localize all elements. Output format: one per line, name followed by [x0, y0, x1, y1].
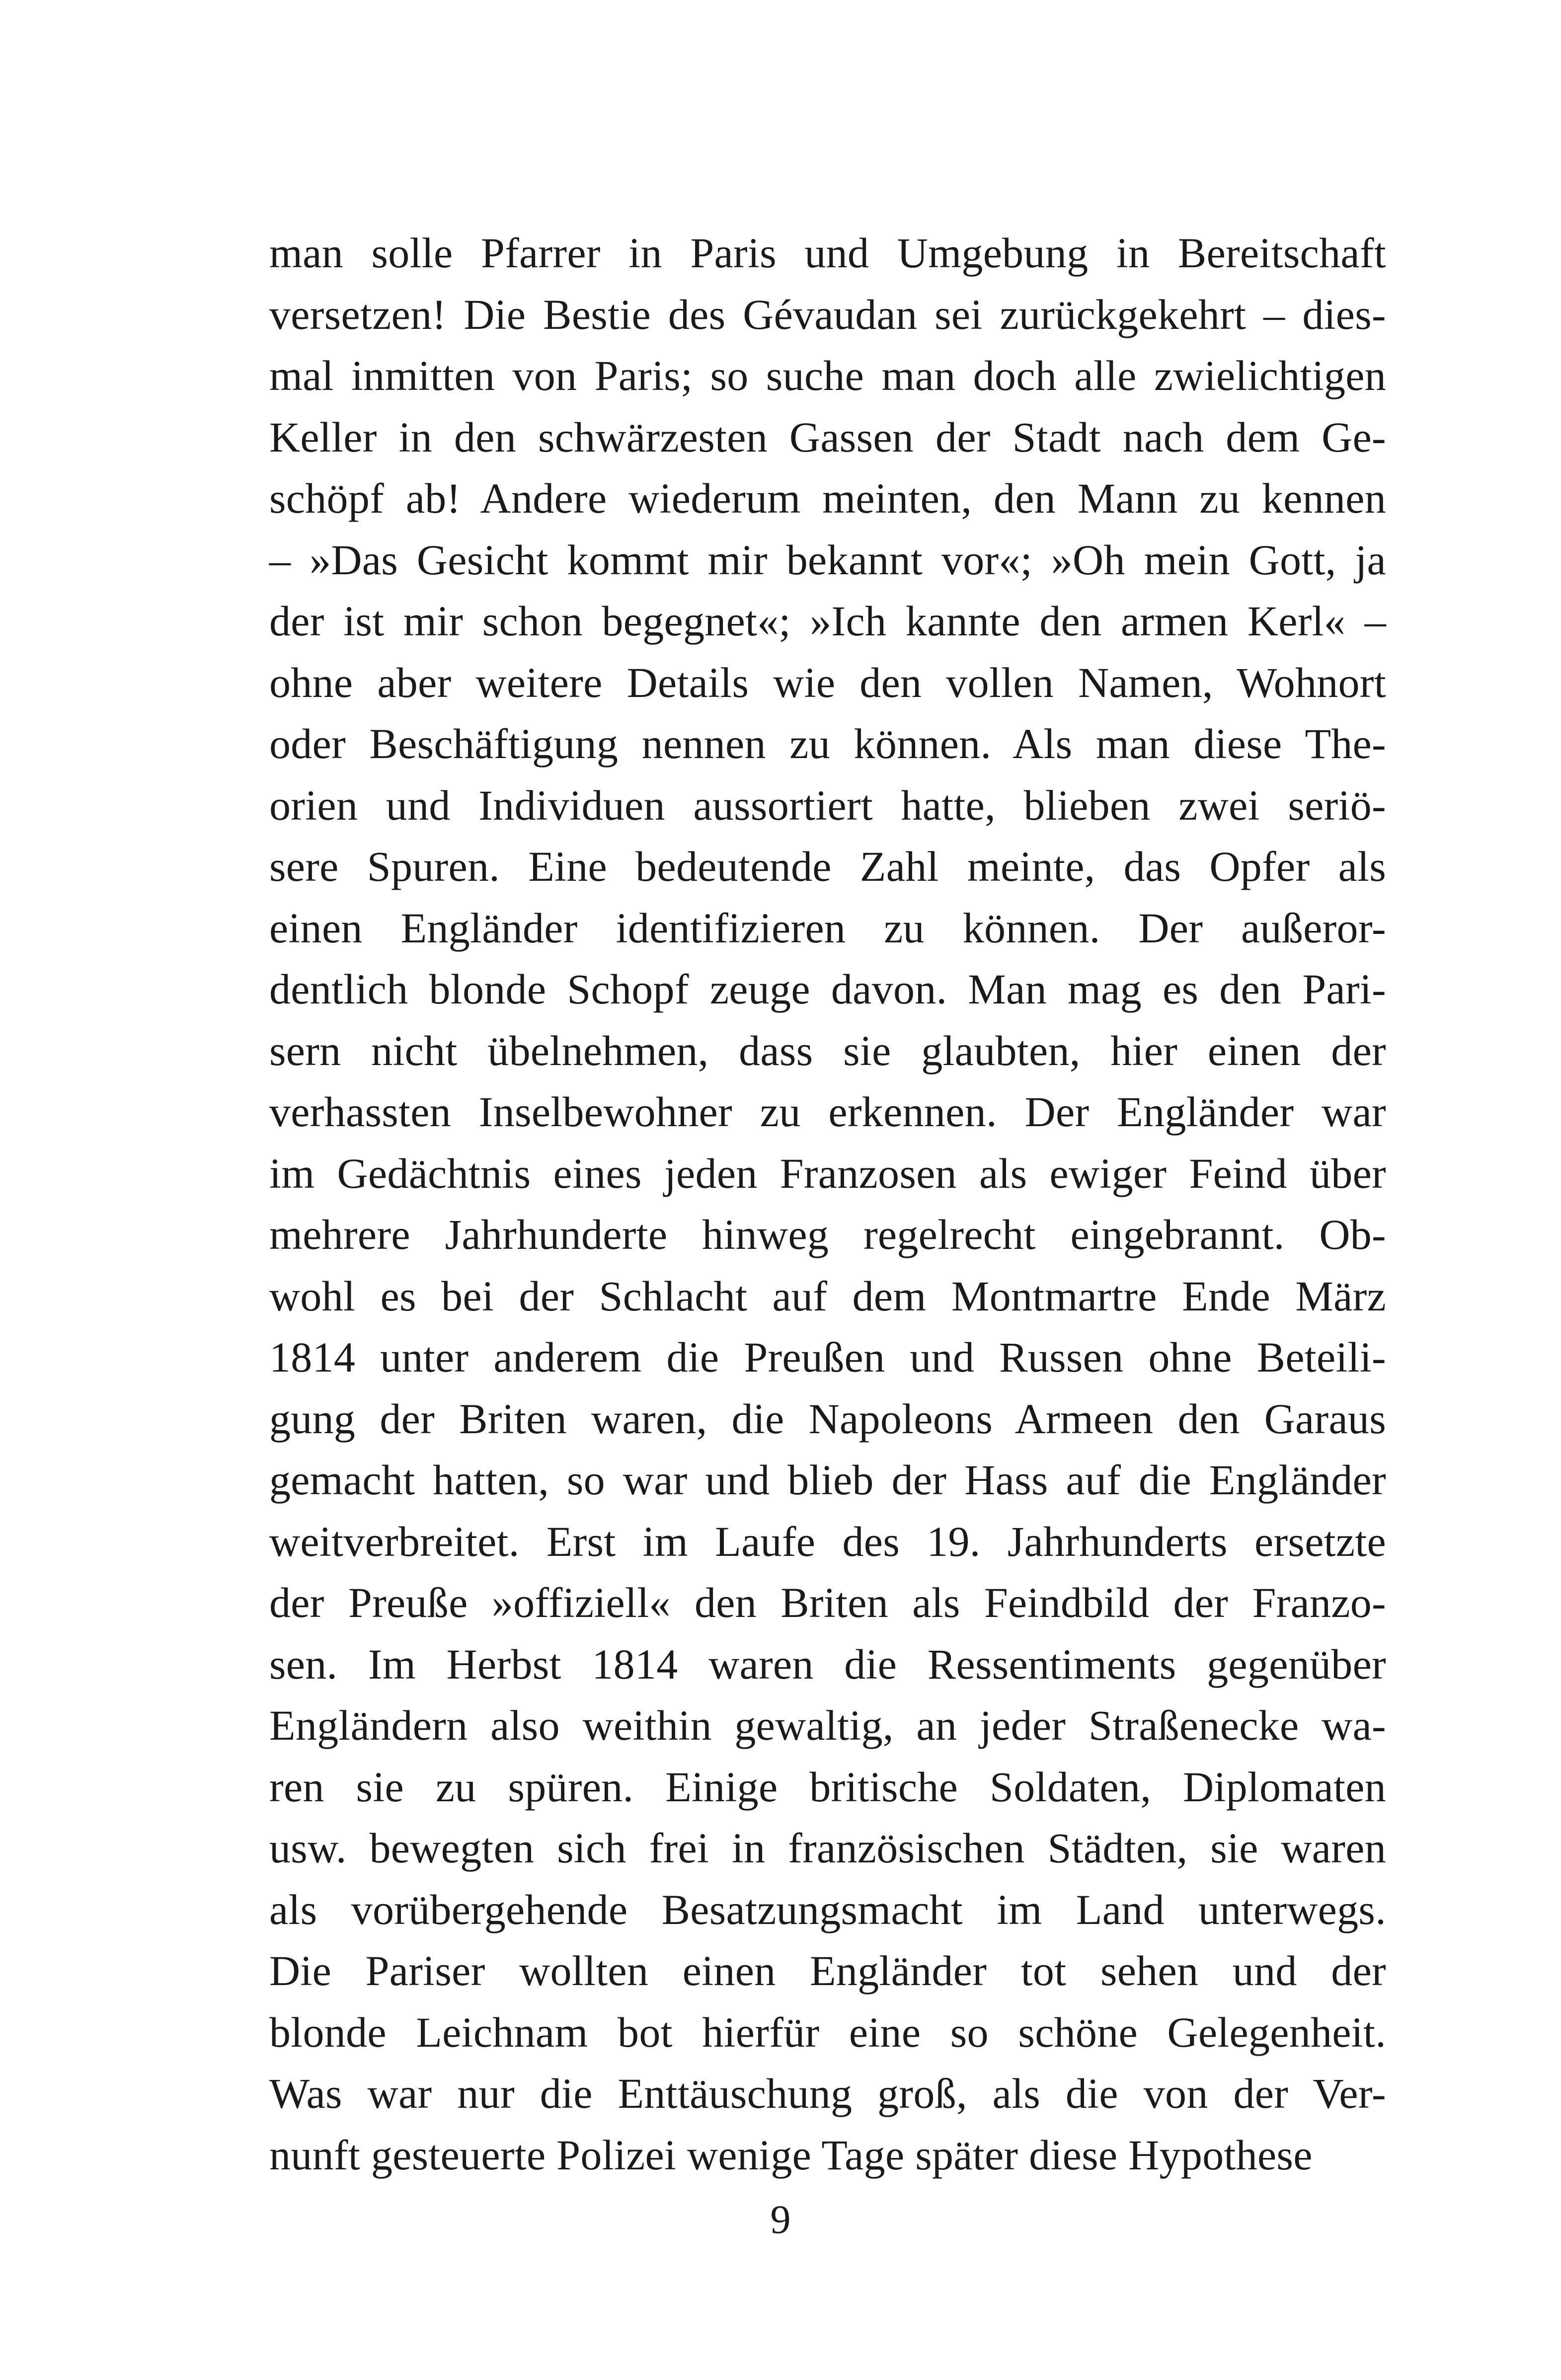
text-line: sen. Im Herbst 1814 waren die Ressentiments gegenüber: [269, 1640, 1386, 1688]
text-line: Die Pariser wollten einen Engländer tot sehen und der: [269, 1947, 1386, 1995]
body-text: [269, 223, 1386, 2186]
text-line: oder Beschäftigung nennen zu können. Als man diese The-: [269, 720, 1386, 768]
text-line: sern nicht übelnehmen, dass sie glaubten, hier einen der: [269, 1026, 1386, 1075]
text-line: – »Das Gesicht kommt mir bekannt vor«; »Oh mein Gott, ja: [269, 536, 1386, 584]
text-line: 1814 unter anderem die Preußen und Russen ohne Beteili-: [269, 1333, 1386, 1381]
text-line: der Preuße »offiziell« den Briten als Feindbild der Franzo-: [269, 1579, 1386, 1626]
text-line: dentlich blonde Schopf zeuge davon. Man mag es den Pari-: [269, 965, 1386, 1013]
text-line: orien und Individuen aussortiert hatte, blieben zwei seriö-: [269, 781, 1386, 829]
text-line: mal inmitten von Paris; so suche man doch alle zwielichtigen: [269, 352, 1386, 399]
text-line: schöpf ab! Andere wiederum meinten, den Mann zu kennen: [269, 474, 1386, 522]
text-line: ren sie zu spüren. Einige britische Soldaten, Diplomaten: [269, 1763, 1386, 1811]
text-line: Was war nur die Enttäuschung groß, als die von der Ver-: [269, 2070, 1386, 2117]
text-line: sere Spuren. Eine bedeutende Zahl meinte, das Opfer als: [269, 843, 1386, 890]
page-number: 9: [770, 2197, 791, 2242]
text-line: gung der Briten waren, die Napoleons Armeen den Garaus: [269, 1394, 1386, 1443]
text-line: blonde Leichnam bot hierfür eine so schöne Gelegenheit.: [269, 2008, 1386, 2056]
text-line: nunft gesteuerte Polizei wenige Tage später diese Hypothese: [269, 2131, 1313, 2179]
text-line: Keller in den schwärzesten Gassen der Stadt nach dem Ge-: [269, 413, 1386, 461]
text-line: mehrere Jahrhunderte hinweg regelrecht eingebrannt. Ob-: [269, 1211, 1386, 1258]
text-line: usw. bewegten sich frei in französischen Städten, sie waren: [269, 1824, 1386, 1872]
text-line: versetzen! Die Bestie des Gévaudan sei zurückgekehrt – dies-: [269, 290, 1386, 338]
text-line: im Gedächtnis eines jeden Franzosen als ewiger Feind über: [269, 1149, 1386, 1197]
text-line: weitverbreitet. Erst im Laufe des 19. Jahrhunderts ersetzte: [269, 1517, 1386, 1565]
text-line: der ist mir schon begegnet«; »Ich kannte den armen Kerl« –: [269, 597, 1386, 645]
text-line: als vorübergehende Besatzungsmacht im Land unterwegs.: [269, 1885, 1386, 1933]
text-line: ohne aber weitere Details wie den vollen Namen, Wohnort: [269, 658, 1386, 706]
text-line: man solle Pfarrer in Paris und Umgebung in Bereitschaft: [269, 229, 1386, 277]
text-line: verhassten Inselbewohner zu erkennen. Der Engländer war: [269, 1088, 1386, 1136]
text-line: wohl es bei der Schlacht auf dem Montmartre Ende März: [269, 1272, 1386, 1320]
text-line: einen Engländer identifizieren zu können. Der außeror-: [269, 904, 1386, 952]
text-line: gemacht hatten, so war und blieb der Hass auf die Engländer: [269, 1456, 1386, 1504]
text-line: Engländern also weithin gewaltig, an jeder Straßenecke wa-: [269, 1701, 1386, 1749]
